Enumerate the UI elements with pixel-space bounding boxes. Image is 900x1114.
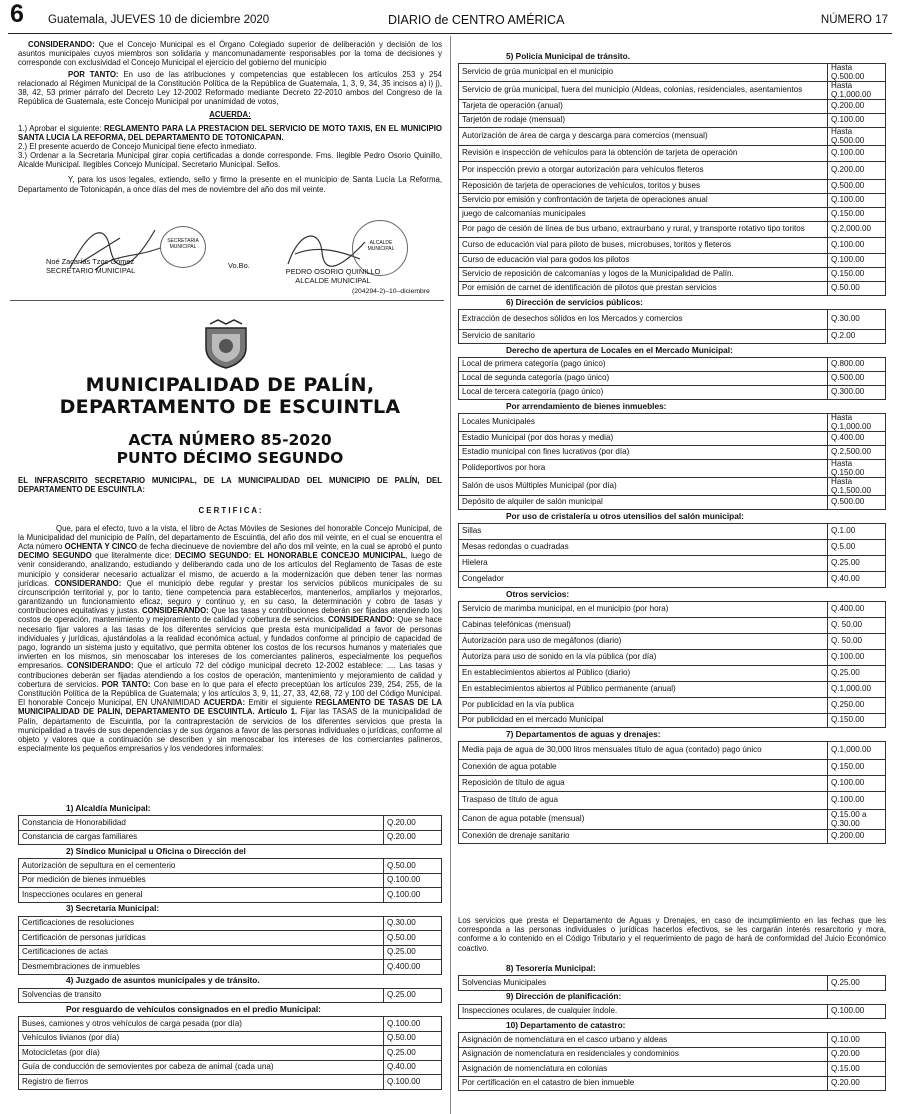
table-row <box>459 146 886 162</box>
table-row <box>459 386 886 400</box>
fee-cell: Hasta Q.1,000.00 <box>828 82 886 100</box>
section-heading: Otros servicios: <box>506 588 570 599</box>
fee-cell: Hasta Q.500.00 <box>828 128 886 146</box>
fee-cell: Q.100.00 <box>384 1075 442 1090</box>
publication-name: DIARIO de CENTRO AMÉRICA <box>388 13 565 27</box>
fee-table <box>458 975 886 991</box>
fee-cell: Q.25.00 <box>384 945 442 960</box>
service-cell: Servicio de sanitario <box>459 330 828 344</box>
service-cell: Por medición de bienes inmuebles <box>19 873 384 888</box>
table-row <box>19 1031 442 1046</box>
section-heading: Por uso de cristalería u otros utensilios del salón municipal: <box>506 510 744 521</box>
fee-cell: Q.25.00 <box>828 976 886 991</box>
service-cell: Constancia de cargas familiares <box>19 830 384 845</box>
service-cell: Buses, camiones y otros vehículos de carga pesada (por día) <box>19 1017 384 1032</box>
left-fee-tables <box>18 802 442 1090</box>
vobo-label: Vo.Bo. <box>228 261 250 270</box>
service-cell: Autorización de sepultura en el cementerio <box>19 859 384 874</box>
fee-cell: Q.500.00 <box>828 372 886 386</box>
table-row <box>459 1047 886 1062</box>
section-heading: Por arrendamiento de bienes inmuebles: <box>506 400 667 411</box>
table-row <box>19 859 442 874</box>
table-row <box>459 1033 886 1048</box>
service-cell: Vehículos livianos (por día) <box>19 1031 384 1046</box>
water-note: Los servicios que presta el Departamento de Aguas y Drenajes, en caso de incumplimiento en las fechas que les corresponda a las personas individuales o jurídicas hacerlos efectivos, se les cargarán interés resarcitorio y mora, conforme a lo contenido en el Código Tributario y el requerimiento de pago de hará de conformidad del Juicio Económico coactivo. <box>458 916 886 953</box>
acuerdo-item-1: 1.) Aprobar el siguiente: REGLAMENTO PARA LA PRESTACION DEL SERVICIO DE MOTO TAXIS, EN EL MUNICIPIO SANTA LUCIA LA REFORMA, DEL DEPARTAMENTO DE TOTONICAPAN. <box>18 123 442 142</box>
section-heading: Derecho de apertura de Locales en el Mercado Municipal: <box>506 344 733 355</box>
service-cell: Certificaciones de resoluciones <box>19 916 384 931</box>
table-row <box>459 496 886 510</box>
fee-cell: Q. 50.00 <box>828 618 886 634</box>
table-row <box>19 988 442 1003</box>
table-row <box>459 208 886 222</box>
body-paragraph: Que, para el efecto, tuvo a la vista, el libro de Actas Móviles de Sesiones del honorable Concejo Municipal, de la Municipalidad del municipio de Palín, del departamento de Escuintla, del año dos mil veinte, en el cual se encuentra el Acta número OCHENTA Y CINCO de fecha diecinueve de noviembre del año dos mil veinte, en la cual se aprobó el punto DECIMO SEGUNDO que literalmente dice: DECIMO SEGUNDO: EL HONORABLE CONCEJO MUNICIPAL, luego de venir considerando, analizando, estudiando y deliberando cada uno de los artículos del Reglamento de Tasas de este municipio y considerar necesario actualizar el mismo, de acuerdo a la modernización que deben tener las normas jurídicas. CONSIDERANDO: Que el municipio debe regular y prestar los servicios públicos municipales de su circunscripción territorial y, por lo tanto, tiene competencia para establecerlos, mantenerlos, ampliarlos y mejorarlos, garantizando un funcionamiento eficaz, seguro y continuo y, en su caso, la determinación y cobro de tasas y contribuciones equitativas y justas. CONSIDERANDO: Que las tasas y contribuciones deberán ser fijadas atendiendo los costos de operación, mantenimiento y mejoramiento de calidad y cobertura de servicios. CONSIDERANDO: Que se hace necesario fijar valores a las tasas de los diferentes servicios que presta esta municipalidad a favor de personas individuales y jurídicas, ajustándolas a la realidad económica actual, y fundados conforme al principio de capacidad de pago, logrando un sistema justo y equitativo, que permita obtener los costos de los recursos humanos y materiales que invierten en los mismos, sin menoscabar los intereses de los comerciantes palineros, especialmente los pequeños empresarios. CONSIDERANDO: Que el artículo 72 del código municipal decreto 12-2002 establece: .... Las tasas y contribuciones deberán ser fijadas atendiendo a los costos de operación, mantenimiento y mejoramiento de calidad y cobertura de servicios. POR TANTO: Con base en lo que para el efecto preceptúan los artículos 239, 254, 255, de la Constitución Política de la República de Guatemala; y los artículos 3, 9, 11, 27, 33, 42,68, 72 y 100 del Código Municipal. El honorable Concejo Municipal, EN UNANIMIDAD ACUERDA: Emitir el siguiente REGLAMENTO DE TASAS DE LA MUNICIPALIDAD DE PALIN, DEPARTAMENTO DE ESCUINTLA. Artículo 1. Fijar las TASAS de la municipalidad de Palín, departamento de Escuintla, por la contraprestación de servicios de los diferentes servicios que presta la municipalidad a través de sus dependencias y de sus órganos a favor de las personas individuales o jurídicas, conforme al objeto y valores que a continuación se describen y sin menoscabar los intereses de los comerciantes palineros, especialmente los pequeños empresarios y los vendedores informales: <box>18 523 443 754</box>
fee-cell: Q.150.00 <box>828 268 886 282</box>
section-heading: 6) Dirección de servicios públicos: <box>506 296 643 307</box>
fee-cell: Q.100.00 <box>828 776 886 792</box>
table-row <box>459 358 886 372</box>
service-cell: Registro de fierros <box>19 1075 384 1090</box>
table-row <box>459 698 886 714</box>
fee-table <box>458 741 886 844</box>
service-cell: Reposición de tarjeta de operaciones de vehículos, toritos y buses <box>459 180 828 194</box>
palin-coat-of-arms-icon <box>200 318 252 370</box>
fee-cell: Q.10.00 <box>828 1033 886 1048</box>
service-cell: Por inspección previo a otorgar autorización para vehículos fleteros <box>459 162 828 180</box>
section-heading: 3) Secretaría Municipal: <box>66 903 160 914</box>
fee-table <box>18 858 442 903</box>
table-row <box>459 540 886 556</box>
seal-alcalde-icon: ALCALDE MUNICIPAL <box>352 220 408 276</box>
fee-cell: Q.2,000.00 <box>828 222 886 238</box>
table-row <box>459 114 886 128</box>
table-row <box>459 742 886 760</box>
service-cell: Sillas <box>459 524 828 540</box>
service-cell: Local de segunda categoría (pago único) <box>459 372 828 386</box>
fee-cell: Q.15.00 <box>828 1062 886 1077</box>
fee-cell: Hasta Q.150.00 <box>828 460 886 478</box>
service-cell: Autoriza para uso de sonido en la vía pública (por día) <box>459 650 828 666</box>
table-row <box>19 873 442 888</box>
service-cell: Guía de conducción de semovientes por cabeza de animal (cada una) <box>19 1060 384 1075</box>
service-cell: Salón de usos Múltiples Municipal (por día) <box>459 478 828 496</box>
fee-cell: Q.5.00 <box>828 540 886 556</box>
fee-cell: Q.100.00 <box>828 792 886 810</box>
table-row <box>459 760 886 776</box>
table-row <box>19 1075 442 1090</box>
service-cell: Congelador <box>459 572 828 588</box>
acta-title: ACTA NÚMERO 85-2020 PUNTO DÉCIMO SEGUNDO <box>116 431 344 467</box>
service-cell: Traspaso de título de agua <box>459 792 828 810</box>
section-heading: 2) Síndico Municipal u Oficina o Dirección del <box>66 845 246 856</box>
service-cell: Estadio Municipal (por dos horas y media) <box>459 432 828 446</box>
signature-mayor: PEDRO OSORIO QUINILLO ALCALDE MUNICIPAL <box>285 267 381 285</box>
fee-cell: Q.200.00 <box>828 162 886 180</box>
issue-date: Guatemala, JUEVES 10 de diciembre 2020 <box>48 14 270 26</box>
fee-table <box>458 63 886 296</box>
service-cell: Por pago de cesión de línea de bus urbano, extraurbano y rural, y transporte rotativo tipo toritos <box>459 222 828 238</box>
fee-cell: Q.50.00 <box>384 931 442 946</box>
fee-cell: Q.100.00 <box>384 888 442 903</box>
fee-cell: Q.20.00 <box>384 816 442 831</box>
service-cell: Extracción de desechos sólidos en los Mercados y comercios <box>459 310 828 330</box>
service-cell: Curso de educación vial para piloto de buses, microbuses, toritos y fleteros <box>459 238 828 254</box>
fee-cell: Hasta Q.500.00 <box>828 64 886 82</box>
table-row <box>459 666 886 682</box>
service-cell: Estadio municipal con fines lucrativos (por día) <box>459 446 828 460</box>
fee-cell: Q.2.00 <box>828 330 886 344</box>
fee-table <box>458 1004 886 1020</box>
fee-cell: Q.100.00 <box>828 650 886 666</box>
table-row <box>459 162 886 180</box>
table-row <box>459 432 886 446</box>
fee-table <box>458 309 886 344</box>
service-cell: Autorización para uso de megáfonos (diario) <box>459 634 828 650</box>
fee-cell: Q.30.00 <box>828 310 886 330</box>
table-row <box>459 254 886 268</box>
fee-cell: Hasta Q.1,500.00 <box>828 478 886 496</box>
fee-cell: Q.50.00 <box>828 282 886 296</box>
fee-table <box>458 523 886 588</box>
service-cell: Por publicidad en la vía publica <box>459 698 828 714</box>
section-heading: 9) Dirección de planificación: <box>506 991 622 1002</box>
table-row <box>459 64 886 82</box>
fee-cell: Q.20.00 <box>384 830 442 845</box>
table-row <box>459 478 886 496</box>
previous-acuerdo <box>18 40 442 194</box>
fee-cell: Q.100.00 <box>828 254 886 268</box>
municipality-title: MUNICIPALIDAD DE PALÍN, DEPARTAMENTO DE ESCUINTLA <box>59 374 401 419</box>
fee-cell: Q.25.00 <box>828 556 886 572</box>
fee-cell: Hasta Q.1,000.00 <box>828 414 886 432</box>
certifica-heading: C E R T I F I C A : <box>198 506 262 516</box>
acuerdo-item-2: 2.) El presente acuerdo de Concejo Municipal tiene efecto inmediato. <box>18 141 257 151</box>
signature-secretary: Noé Zacarías Tzoc Gómez SECRETARIO MUNICIPAL <box>46 257 136 275</box>
service-cell: Asignación de nomenclatura en residenciales y condominios <box>459 1047 828 1062</box>
page-number: 6 <box>10 0 24 28</box>
service-cell: Por emisión de carnet de identificación de pilotos que prestan servicios <box>459 282 828 296</box>
service-cell: Hielera <box>459 556 828 572</box>
fee-cell: Q.800.00 <box>828 358 886 372</box>
table-row <box>459 194 886 208</box>
service-cell: Autorización de área de carga y descarga para comercios (mensual) <box>459 128 828 146</box>
table-row <box>459 128 886 146</box>
fee-cell: Q.50.00 <box>384 1031 442 1046</box>
service-cell: Local de tercera categoría (pago único) <box>459 386 828 400</box>
table-row <box>19 945 442 960</box>
portanto-paragraph: POR TANTO: En uso de las atribuciones y competencias que establecen los artículos 253 y 254 relacionado al Régimen Municipal de la Constitución Política de la República de Guatemala, 1, 3, 9, 34, 35 incisos a) i) j), 38, 42, 53 primer párrafo del Decreto Ley 12-2002 Reformado mediante Decreto 22-2010 ambos del Congreso de la República de Guatemala, este Concejo Municipal por unanimidad de votos, <box>18 69 442 107</box>
service-cell: juego de calcomanías municipales <box>459 208 828 222</box>
table-row <box>459 976 886 991</box>
service-cell: Certificaciones de actas <box>19 945 384 960</box>
service-cell: Por publicidad en el mercado Municipal <box>459 714 828 728</box>
table-row <box>459 618 886 634</box>
certification-body <box>18 476 442 753</box>
service-cell: Certificación de personas jurídicas <box>19 931 384 946</box>
fee-cell: Q.25.00 <box>384 1046 442 1061</box>
intro-heading: EL INFRASCRITO SECRETARIO MUNICIPAL, DE LA MUNICIPALIDAD DEL MUNICIPIO DE PALÍN, DEL DEPARTAMENTO DE ESCUINTLA: <box>18 476 442 495</box>
table-row <box>459 268 886 282</box>
fee-cell: Q.150.00 <box>828 208 886 222</box>
service-cell: Curso de educación vial para godos los pilotos <box>459 254 828 268</box>
table-row <box>459 180 886 194</box>
fee-cell: Q.100.00 <box>384 873 442 888</box>
table-row <box>459 714 886 728</box>
fee-table <box>18 916 442 975</box>
section-heading: 1) Alcaldía Municipal: <box>66 802 151 813</box>
table-row <box>459 1076 886 1091</box>
service-cell: Cabinas telefónicas (mensual) <box>459 618 828 634</box>
table-row <box>459 238 886 254</box>
fee-cell: Q.150.00 <box>828 760 886 776</box>
service-cell: Servicio de grúa municipal, fuera del municipio (Aldeas, colonias, residenciales, asentamientos <box>459 82 828 100</box>
table-row <box>459 682 886 698</box>
fee-table <box>458 1032 886 1091</box>
service-cell: Canon de agua potable (mensual) <box>459 810 828 830</box>
service-cell: Solvencias de transito <box>19 988 384 1003</box>
considerando-paragraph: CONSIDERANDO: Que el Concejo Municipal es el Órgano Colegiado superior de deliberación y decisión de los asuntos municipales cuyos miembros son solidaria y mancomunadamente responsables por la toma de decisiones y corresponde con exclusividad el Concejo Municipal el ejercicio del gobierno del municipio <box>18 40 442 68</box>
fee-cell: Q.50.00 <box>384 859 442 874</box>
section-heading: 7) Departamentos de aguas y drenajes: <box>506 728 661 739</box>
service-cell: Media paja de agua de 30,000 litros mensuales título de agua (contado) pago único <box>459 742 828 760</box>
table-row <box>459 1062 886 1077</box>
right-fee-tables <box>458 50 886 844</box>
fee-table <box>458 357 886 400</box>
fee-cell: Q.100.00 <box>828 194 886 208</box>
table-row <box>459 372 886 386</box>
service-cell: Solvencias Municipales <box>459 976 828 991</box>
service-cell: Asignación de nomenclatura en colonias <box>459 1062 828 1077</box>
service-cell: Constancia de Honorabilidad <box>19 816 384 831</box>
page-header <box>8 0 892 34</box>
table-row <box>19 816 442 831</box>
service-cell: Servicio de marimba municipal, en el municipio (por hora) <box>459 602 828 618</box>
fee-cell: Q.40.00 <box>384 1060 442 1075</box>
fee-table <box>18 815 442 845</box>
fee-cell: Q.20.00 <box>828 1076 886 1091</box>
fee-cell: Q.1,000.00 <box>828 742 886 760</box>
service-cell: Por certificación en el catastro de bien inmueble <box>459 1076 828 1091</box>
service-cell: Asignación de nomenclatura en el casco urbano y aldeas <box>459 1033 828 1048</box>
service-cell: Conexión de agua potable <box>459 760 828 776</box>
fee-cell: Q.400.00 <box>828 602 886 618</box>
table-row <box>19 830 442 845</box>
table-row <box>459 310 886 330</box>
fee-cell: Q.1.00 <box>828 524 886 540</box>
section-heading: 10) Departamento de catastro: <box>506 1019 626 1030</box>
service-cell: Locales Municipales <box>459 414 828 432</box>
section-heading: 8) Tesorería Municipal: <box>506 962 596 973</box>
fee-cell: Q.2,500.00 <box>828 446 886 460</box>
table-row <box>459 524 886 540</box>
publication-reference: (204294-2)–10–diciembre <box>352 288 430 295</box>
table-row <box>459 1004 886 1019</box>
table-row <box>459 414 886 432</box>
section-heading: 5) Policía Municipal de tránsito. <box>506 50 631 61</box>
table-row <box>459 792 886 810</box>
table-row <box>459 330 886 344</box>
table-row <box>459 556 886 572</box>
table-row <box>459 572 886 588</box>
fee-table <box>18 1016 442 1090</box>
fee-cell: Q.400.00 <box>828 432 886 446</box>
seal-secretaria-icon: SECRETARIA MUNICIPAL <box>160 226 206 268</box>
fee-cell: Q.25.00 <box>828 666 886 682</box>
table-row <box>19 960 442 975</box>
fee-table <box>458 413 886 510</box>
acuerda-heading: ACUERDA: <box>209 110 251 120</box>
service-cell: Inspecciones oculares en general <box>19 888 384 903</box>
service-cell: En establecimientos abiertos al Público (diario) <box>459 666 828 682</box>
service-cell: Inspecciones oculares, de cualquier índole. <box>459 1004 828 1019</box>
table-row <box>19 1046 442 1061</box>
fee-table <box>458 601 886 728</box>
right-fee-tables-2 <box>458 962 886 1091</box>
table-row <box>459 82 886 100</box>
fee-cell: Q.200.00 <box>828 830 886 844</box>
fee-cell: Q.300.00 <box>828 386 886 400</box>
table-row <box>459 446 886 460</box>
fee-cell: Q.1,000.00 <box>828 682 886 698</box>
table-row <box>459 460 886 478</box>
table-row <box>459 100 886 114</box>
service-cell: Revisión e inspección de vehículos para la obtención de tarjeta de operación <box>459 146 828 162</box>
fee-cell: Q.30.00 <box>384 916 442 931</box>
column-divider <box>450 36 451 1114</box>
fee-cell: Q.250.00 <box>828 698 886 714</box>
table-row <box>19 931 442 946</box>
fee-cell: Q.500.00 <box>828 496 886 510</box>
service-cell: Servicio de grúa municipal en el municipio <box>459 64 828 82</box>
service-cell: Mesas redondas o cuadradas <box>459 540 828 556</box>
table-row <box>459 602 886 618</box>
service-cell: Servicio de reposición de calcomanías y logos de la Municipalidad de Palín. <box>459 268 828 282</box>
service-cell: En establecimientos abiertos al Público permanente (anual) <box>459 682 828 698</box>
service-cell: Polideportivos por hora <box>459 460 828 478</box>
table-row <box>459 776 886 792</box>
acuerdo-item-3: 3.) Ordenar a la Secretaria Municipal girar copia certificadas a donde corresponde. Fms. Ilegible Pedro Osorio Quinillo, Alcalde Municipal. Ilegibles Concejo Municipal. Secretario Municipal. Sellos. <box>18 151 442 170</box>
service-cell: Servicio por emisión y confrontación de tarjeta de operaciones anual <box>459 194 828 208</box>
fee-cell: Q.40.00 <box>828 572 886 588</box>
fee-cell: Q.100.00 <box>828 114 886 128</box>
section-heading: 4) Juzgado de asuntos municipales y de tránsito. <box>66 975 260 986</box>
table-row <box>459 222 886 238</box>
service-cell: Desmembraciones de inmuebles <box>19 960 384 975</box>
fee-cell: Q.15.00 a Q.30.00 <box>828 810 886 830</box>
table-row <box>459 634 886 650</box>
section-heading: Por resguardo de vehículos consignados en el predio Municipal: <box>66 1003 321 1014</box>
fee-table <box>18 988 442 1004</box>
service-cell: Tarjeta de operación (anual) <box>459 100 828 114</box>
issue-number: NÚMERO 17 <box>820 14 888 26</box>
table-row <box>459 830 886 844</box>
section-separator <box>10 300 444 301</box>
table-row <box>19 1017 442 1032</box>
fee-cell: Q.100.00 <box>384 1017 442 1032</box>
fee-cell: Q. 50.00 <box>828 634 886 650</box>
service-cell: Local de primera categoría (pago único) <box>459 358 828 372</box>
service-cell: Motocicletas (por día) <box>19 1046 384 1061</box>
fee-cell: Q.100.00 <box>828 238 886 254</box>
service-cell: Tarjetón de rodaje (mensual) <box>459 114 828 128</box>
fee-cell: Q.500.00 <box>828 180 886 194</box>
fee-cell: Q.400.00 <box>384 960 442 975</box>
table-row <box>19 1060 442 1075</box>
table-row <box>459 650 886 666</box>
fee-cell: Q.150.00 <box>828 714 886 728</box>
fee-cell: Q.200.00 <box>828 100 886 114</box>
service-cell: Depósito de alquiler de salón municipal <box>459 496 828 510</box>
table-row <box>19 916 442 931</box>
table-row <box>459 810 886 830</box>
fee-cell: Q.100.00 <box>828 1004 886 1019</box>
fee-cell: Q.25.00 <box>384 988 442 1003</box>
service-cell: Conexión de drenaje sanitario <box>459 830 828 844</box>
table-row <box>19 888 442 903</box>
table-row <box>459 282 886 296</box>
service-cell: Reposición de título de agua <box>459 776 828 792</box>
closing-paragraph: Y, para los usos legales, extiendo, sello y firmo la presente en el municipio de Santa Lucía La Reforma, Departamento de Totonicapán, a once días del mes de noviembre del año dos mil veinte. <box>18 175 442 194</box>
fee-cell: Q.100.00 <box>828 146 886 162</box>
fee-cell: Q.20.00 <box>828 1047 886 1062</box>
